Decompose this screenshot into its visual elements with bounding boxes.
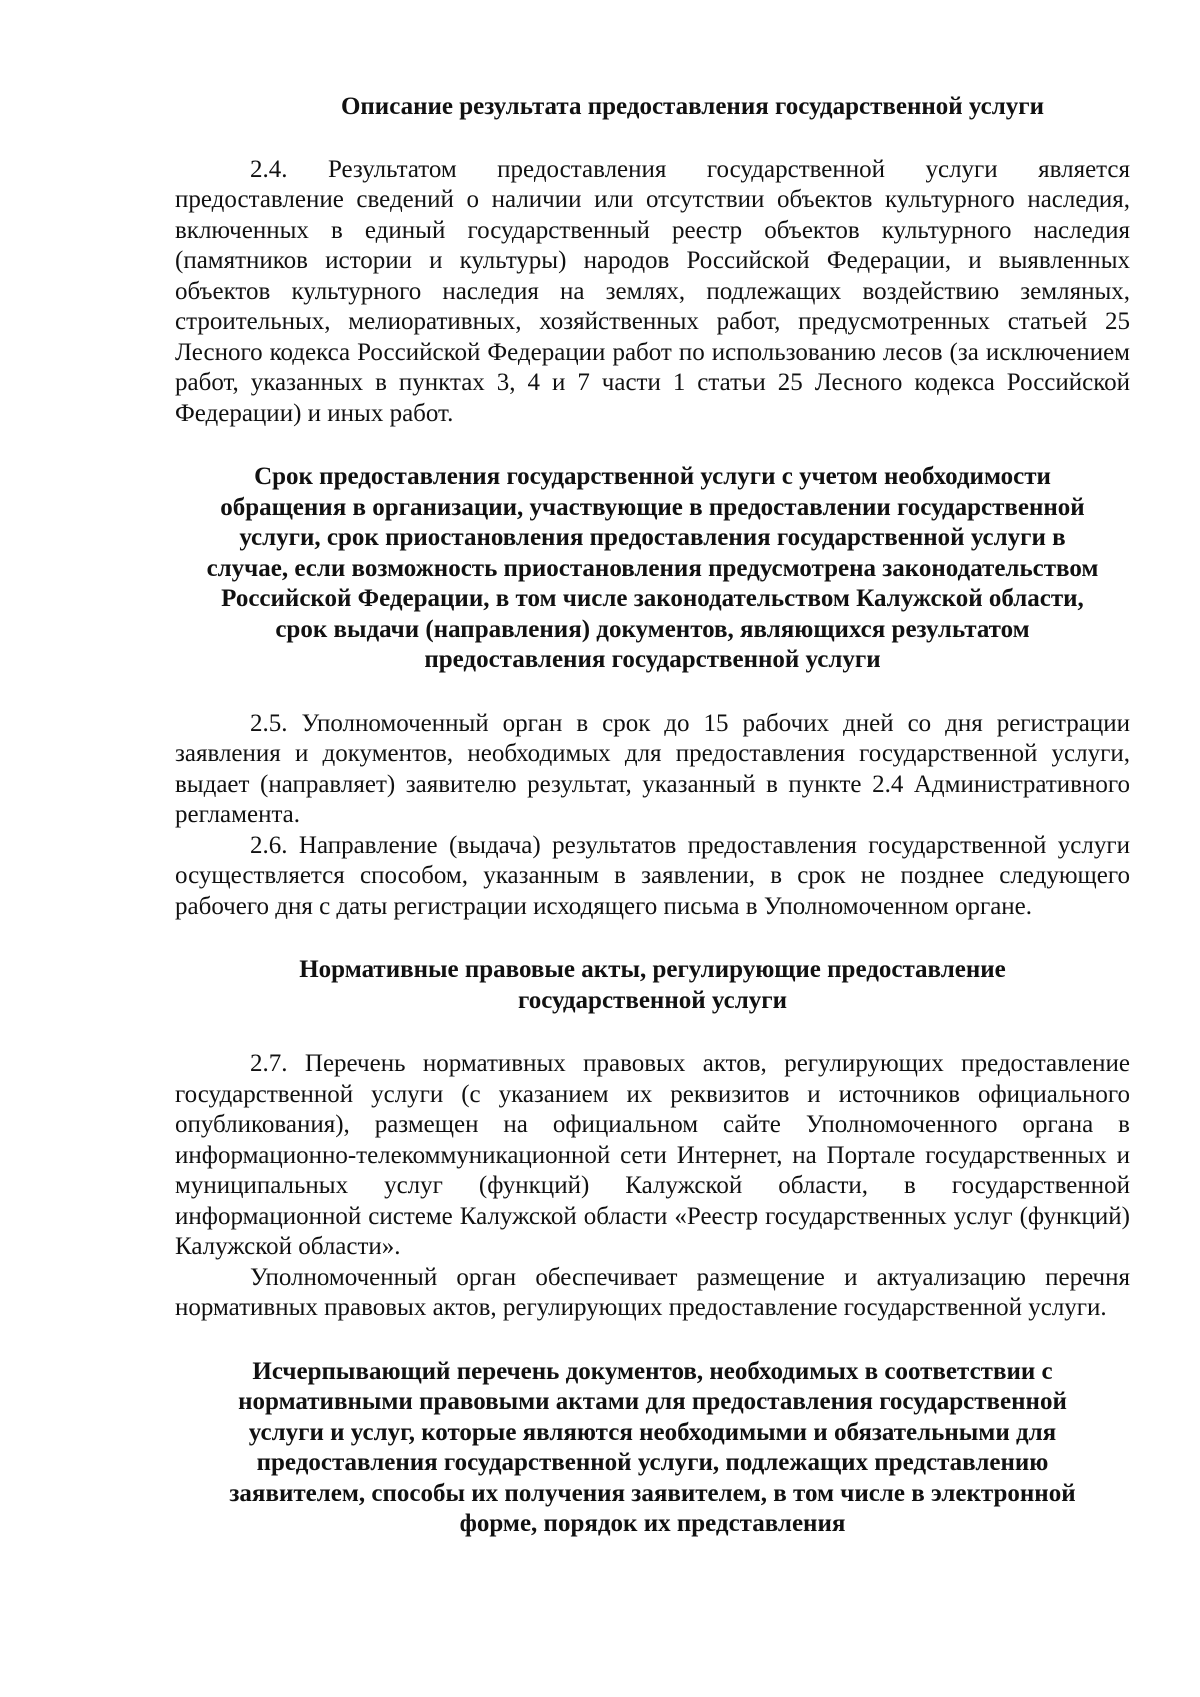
paragraph-2-7: 2.7. Перечень нормативных правовых актов, регулирующих предоставление государственной услуги (с указанием их реквизитов и источников официального опубликования), размещен на официальном сайте Уполномоченного органа в информационно-телекоммуникационной сети Интернет, на Портале государственных и муниципальных услуг (функций) Калужской области, в государственной информационной системе Калужской области «Реестр государственных услуг (функций) Калужской области».: [175, 1050, 1130, 1260]
section-heading-required-documents: [175, 1357, 1130, 1540]
heading-line: обращения в организации, участвующие в предоставлении государственной: [220, 493, 1085, 521]
paragraph-2-4: 2.4. Результатом предоставления государственной услуги является предоставление сведений о наличии или отсутствии объектов культурного наследия, включенных в единый государственный реестр объектов культурного наследия (памятников истории и культуры) народов Российской Федерации, и выявленных объектов культурного наследия на землях, подлежащих воздействию земляных, строительных, мелиоративных, хозяйственных работ, предусмотренных статьей 25 Лесного кодекса Российской Федерации работ по использованию лесов (за исключением работ, указанных в пунктах 3, 4 и 7 части 1 статьи 25 Лесного кодекса Российской Федерации) и иных работ.: [175, 155, 1130, 427]
heading-line: Срок предоставления государственной услуги с учетом необходимости: [254, 463, 1051, 490]
heading-line: услуги и услуг, которые являются необходимыми и обязательными для: [248, 1418, 1057, 1446]
heading-line: услуги, срок приостановления предоставления государственной услуги в: [239, 524, 1066, 551]
heading-line: нормативными правовыми актами для предоставления государственной: [238, 1388, 1067, 1415]
document-page: [175, 92, 1130, 1540]
heading-line: Исчерпывающий перечень документов, необходимых в соответствии с: [252, 1357, 1053, 1385]
heading-line: срок выдачи (направления) документов, являющихся результатом: [275, 615, 1030, 643]
section-heading-result-description: Описание результата предоставления государственной услуги: [340, 93, 1045, 120]
heading-line: государственной услуги: [517, 986, 788, 1014]
heading-line: заявителем, способы их получения заявителем, в том числе в электронной: [229, 1479, 1076, 1507]
heading-line: предоставления государственной услуги, подлежащих представлению: [256, 1449, 1049, 1476]
heading-line: Российской Федерации, в том числе законодательством Калужской области,: [221, 585, 1084, 612]
paragraph-2-6: 2.6. Направление (выдача) результатов предоставления государственной услуги осуществляется способом, указанным в заявлении, в срок не позднее следующего рабочего дня с даты регистрации исходящего письма в Уполномоченном органе.: [175, 831, 1130, 920]
heading-line: предоставления государственной услуги: [424, 646, 881, 673]
section-heading-service-terms: [175, 462, 1130, 676]
heading-line: Нормативные правовые акты, регулирующие предоставление: [299, 956, 1006, 983]
paragraph-legal-acts-update: Уполномоченный орган обеспечивает размещение и актуализацию перечня нормативных правовых актов, регулирующих предоставление государственной услуги.: [175, 1263, 1130, 1321]
heading-line: случае, если возможность приостановления предусмотрена законодательством: [206, 554, 1099, 582]
paragraph-2-5: 2.5. Уполномоченный орган в срок до 15 рабочих дней со дня регистрации заявления и документов, необходимых для предоставления государственной услуги, выдает (направляет) заявителю результат, указанный в пункте 2.4 Административного регламента.: [175, 709, 1130, 828]
section-heading-legal-acts: [175, 955, 1130, 1016]
heading-line: форме, порядок их представления: [459, 1510, 846, 1537]
